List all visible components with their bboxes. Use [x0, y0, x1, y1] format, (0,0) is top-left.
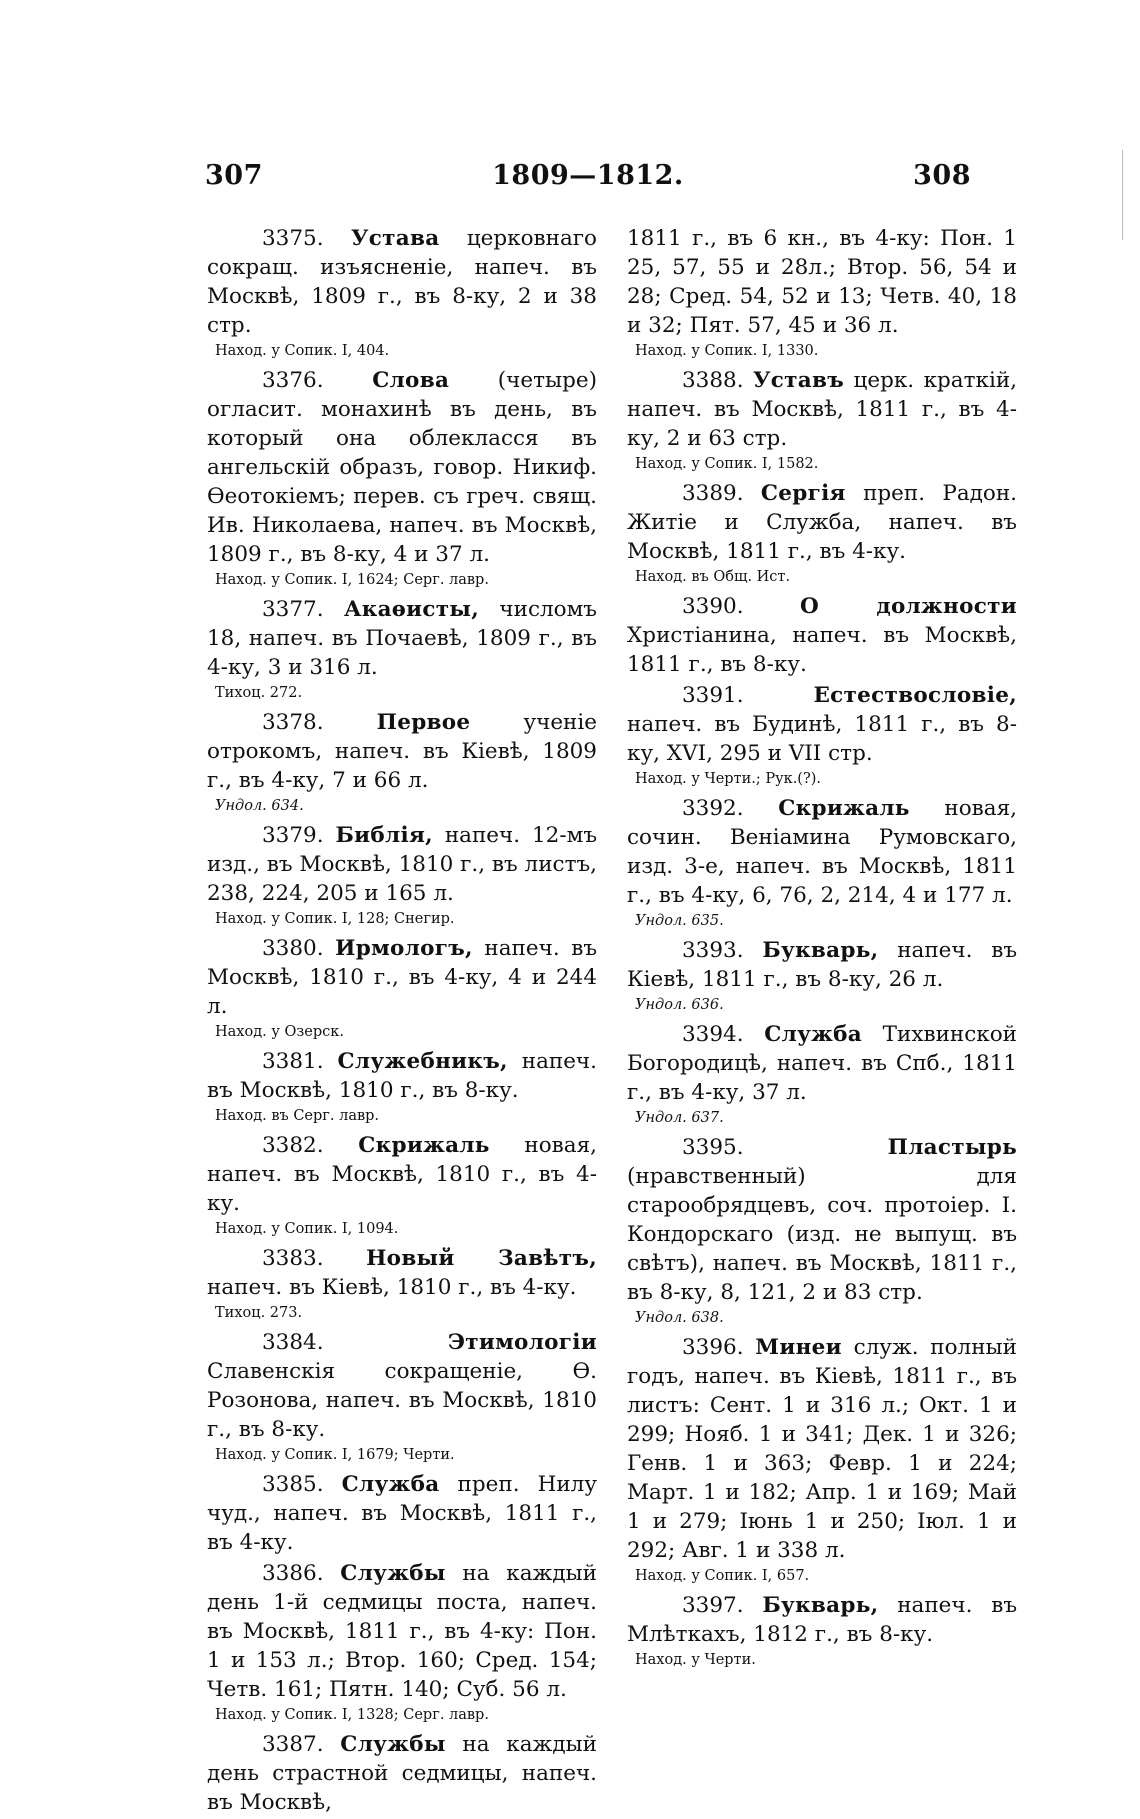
right-page-number: 308: [913, 160, 971, 191]
entry-number: 3376.: [262, 368, 324, 393]
entry-body: на каждый день страстной седмицы, напеч. въ Москвѣ,: [207, 1732, 597, 1815]
page-edge-line: [1122, 150, 1123, 240]
entry-number: 3380.: [262, 936, 324, 961]
catalog-entry: [207, 366, 597, 591]
entry-number: 3378.: [262, 710, 324, 735]
catalog-entry: [207, 1328, 597, 1466]
entry-body: церковнаго сокращ. изъясненіе, напеч. въ Москвѣ, 1809 г., въ 8-ку, 2 и 38 стр.: [207, 226, 597, 338]
entry-number: 3390.: [682, 594, 744, 619]
entry-number: 3381.: [262, 1049, 324, 1074]
entry-body: Тихвинской Богородицѣ, напеч. въ Спб., 1811 г., въ 4-ку, 37 л.: [627, 1022, 1017, 1105]
entry-number: 3391.: [682, 683, 744, 708]
page-header: [205, 160, 971, 200]
entry-title: Скрижаль: [358, 1133, 490, 1158]
entry-text: [627, 936, 1017, 994]
entry-text: [627, 1133, 1017, 1307]
entry-number: 3397.: [682, 1593, 744, 1618]
catalog-entry: [207, 708, 597, 817]
entry-location-note: Наход. у Сопик. I, 1330.: [635, 343, 819, 359]
catalog-entry: [627, 224, 1017, 362]
entry-location-note: Наход. у Сопик. I, 1679; Черти.: [215, 1447, 455, 1463]
entry-body: преп. Радон. Житіе и Служба, напеч. въ Москвѣ, 1811 г., въ 4-ку.: [627, 481, 1017, 564]
entry-text: [627, 1591, 1017, 1649]
entry-number: 3392.: [682, 796, 744, 821]
entry-title: Пластырь: [887, 1135, 1017, 1160]
entry-title: Этимологіи: [447, 1330, 597, 1355]
entry-body: напеч. въ Кіевѣ, 1810 г., въ 4-ку.: [207, 1275, 577, 1300]
catalog-entry: [207, 1047, 597, 1127]
entry-location-note: Наход. у Сопик. I, 1582.: [635, 456, 819, 472]
entry-location-note: Наход. у Сопик. I, 1624; Серг. лавр.: [215, 572, 489, 588]
entry-location-note: Ундол. 637.: [635, 1110, 724, 1126]
entry-number: 3394.: [682, 1022, 744, 1047]
entry-title: Сергія: [760, 481, 846, 506]
entry-text: [207, 1328, 597, 1444]
entry-number: 3386.: [262, 1561, 324, 1586]
entry-title: Ирмологъ,: [335, 936, 473, 961]
catalog-entry: [207, 934, 597, 1043]
entry-title: О должности: [799, 594, 1017, 619]
entry-location-note: Наход. у Черти.; Рук.(?).: [635, 771, 822, 787]
entry-body: новая, сочин. Веніамина Румовскаго, изд. 3-е, напеч. въ Москвѣ, 1811 г., въ 4-ку, 6, 76, 2, 214, 4 и 177 л.: [627, 796, 1017, 908]
entry-body: напеч. въ Москвѣ, 1810 г., въ 4-ку, 4 и 244 л.: [207, 936, 597, 1019]
entry-location-note: Ундол. 636.: [635, 997, 724, 1013]
entry-location-note: Наход. у Озерск.: [215, 1024, 344, 1040]
entry-location-note: Наход. у Сопик. I, 1328; Серг. лавр.: [215, 1707, 489, 1723]
entry-text: [627, 224, 1017, 340]
entry-title: Букварь,: [762, 1593, 879, 1618]
year-range-title: 1809—1812.: [492, 160, 684, 191]
entry-text: [627, 479, 1017, 566]
entry-number: 3384.: [262, 1330, 324, 1355]
entry-title: Первое: [376, 710, 471, 735]
entry-location-note: Тихоц. 273.: [215, 1305, 303, 1321]
entry-body: напеч. въ Будинѣ, 1811 г., въ 8-ку, XVI, 295 и VII стр.: [627, 712, 1017, 766]
catalog-entry: [207, 1131, 597, 1240]
entry-number: 3395.: [682, 1135, 744, 1160]
catalog-entry: [627, 681, 1017, 790]
entry-body: церк. краткій, напеч. въ Москвѣ, 1811 г., въ 4-ку, 2 и 63 стр.: [627, 368, 1017, 451]
catalog-entry: [627, 1333, 1017, 1587]
entry-title: Устава: [350, 226, 440, 251]
entry-title: Служба: [764, 1022, 863, 1047]
entry-location-note: Наход. у Сопик. I, 1094.: [215, 1221, 399, 1237]
entry-number: 3379.: [262, 823, 324, 848]
entry-number: 3375.: [262, 226, 324, 251]
left-page-number: 307: [205, 160, 263, 191]
catalog-entry: [627, 794, 1017, 932]
entry-title: Уставъ: [753, 368, 845, 393]
catalog-entry: [627, 1133, 1017, 1329]
entry-location-note: Наход. у Сопик. I, 404.: [215, 343, 390, 359]
entry-text: [207, 708, 597, 795]
entry-title: Служебникъ,: [337, 1049, 508, 1074]
entry-text: [207, 1730, 597, 1817]
entry-text: [207, 1047, 597, 1105]
entry-body: Славенскія сокращеніе, Ѳ. Розонова, напеч. въ Москвѣ, 1810 г., въ 8-ку.: [207, 1359, 597, 1442]
catalog-entry: [207, 821, 597, 930]
entry-location-note: Ундол. 634.: [215, 798, 304, 814]
entry-text: [207, 224, 597, 340]
entry-text: [207, 366, 597, 569]
entry-location-note: Наход. у Черти.: [635, 1652, 756, 1668]
entry-title: Службы: [340, 1561, 446, 1586]
catalog-entry: [627, 479, 1017, 588]
entry-body: преп. Нилу чуд., напеч. въ Москвѣ, 1811 г., въ 4-ку.: [207, 1472, 597, 1555]
entry-title: Акаѳисты,: [343, 597, 480, 622]
entry-title: Букварь,: [762, 938, 879, 963]
entry-text: [207, 934, 597, 1021]
catalog-entry: [207, 595, 597, 704]
entry-text: [207, 1559, 597, 1704]
entry-text: [627, 1333, 1017, 1565]
entry-location-note: Наход. у Сопик. I, 657.: [635, 1568, 810, 1584]
catalog-entry: [627, 366, 1017, 475]
entry-body: напеч. въ Млѣткахъ, 1812 г., въ 8-ку.: [627, 1593, 1018, 1647]
entry-title: Служба: [341, 1472, 440, 1497]
entry-location-note: Наход. въ Серг. лавр.: [215, 1108, 380, 1124]
entry-body: (четыре) огласит. монахинѣ въ день, въ который она облекласся въ ангельскій образъ, говор. Никиф. Ѳеотокіемъ; перев. съ греч. свящ. Ив. Николаева, напеч. въ Москвѣ, 1809 г., въ 8-ку, 4 и 37 л.: [207, 368, 597, 567]
entry-text: [207, 1244, 597, 1302]
entry-title: Слова: [372, 368, 450, 393]
entry-body: Христіанина, напеч. въ Москвѣ, 1811 г., въ 8-ку.: [627, 623, 1017, 677]
catalog-entry: [627, 592, 1017, 679]
entry-text: [627, 366, 1017, 453]
entry-number: 3388.: [682, 368, 744, 393]
entry-text: [627, 794, 1017, 910]
entry-body: напеч. 12-мъ изд., въ Москвѣ, 1810 г., въ листъ, 238, 224, 205 и 165 л.: [207, 823, 597, 906]
catalog-entry: [207, 1470, 597, 1557]
entry-body: (нравственный) для старообрядцевъ, соч. протоіер. І. Кондорскаго (изд. не выпущ. въ свѣтъ), напеч. въ Москвѣ, 1811 г., въ 8-ку, 8, 121, 2 и 83 стр.: [627, 1164, 1017, 1305]
entry-text: [627, 1020, 1017, 1107]
entry-body: напеч. въ Москвѣ, 1810 г., въ 8-ку.: [207, 1049, 597, 1103]
entry-text: [207, 821, 597, 908]
entry-title: Библія,: [335, 823, 433, 848]
catalog-entry: [207, 1244, 597, 1324]
entry-title: Естествословіе,: [813, 683, 1017, 708]
entry-body: на каждый день 1-й седмицы поста, напеч. въ Москвѣ, 1811 г., въ 4-ку: Пон. 1 и 153 л.; Втор. 160; Сред. 154; Четв. 161; Пятн. 140; Суб. 56 л.: [207, 1561, 597, 1702]
entry-body: новая, напеч. въ Москвѣ, 1810 г., въ 4-ку.: [207, 1133, 597, 1216]
entry-title: Скрижаль: [778, 796, 910, 821]
entry-location-note: Ундол. 638.: [635, 1310, 724, 1326]
entry-body: 1811 г., въ 6 кн., въ 4-ку: Пон. 1 25, 57, 55 и 28л.; Втор. 56, 54 и 28; Сред. 54, 52 и 13; Четв. 40, 18 и 32; Пят. 57, 45 и 36 л.: [627, 226, 1017, 338]
catalog-entry: [207, 224, 597, 362]
entry-number: 3383.: [262, 1246, 324, 1271]
entry-title: Службы: [340, 1732, 446, 1757]
entry-title: Минеи: [755, 1335, 842, 1360]
catalog-entry: [627, 1591, 1017, 1671]
entry-body: напеч. въ Кіевѣ, 1811 г., въ 8-ку, 26 л.: [627, 938, 1018, 992]
entry-text: [207, 595, 597, 682]
entry-location-note: Наход. у Сопик. I, 128; Снегир.: [215, 911, 455, 927]
entry-body: ученіе отрокомъ, напеч. въ Кіевѣ, 1809 г., въ 4-ку, 7 и 66 л.: [207, 710, 597, 793]
catalog-entry: [627, 1020, 1017, 1129]
entry-text: [627, 592, 1017, 679]
catalog-entry: [207, 1730, 597, 1817]
catalog-entry: [207, 1559, 597, 1726]
catalog-entry: [627, 936, 1017, 1016]
entry-number: 3393.: [682, 938, 744, 963]
right-column: [627, 224, 1017, 1675]
entry-text: [207, 1131, 597, 1218]
entry-location-note: Ундол. 635.: [635, 913, 724, 929]
left-column: [207, 224, 597, 1819]
entry-number: 3377.: [262, 597, 324, 622]
entry-number: 3385.: [262, 1472, 324, 1497]
entry-location-note: Наход. въ Общ. Ист.: [635, 569, 791, 585]
entry-number: 3396.: [682, 1335, 744, 1360]
entry-text: [207, 1470, 597, 1557]
entry-number: 3389.: [682, 481, 744, 506]
entry-body: числомъ 18, напеч. въ Почаевѣ, 1809 г., въ 4-ку, 3 и 316 л.: [207, 597, 597, 680]
entry-number: 3382.: [262, 1133, 324, 1158]
entry-text: [627, 681, 1017, 768]
entry-body: служ. полный годъ, напеч. въ Кіевѣ, 1811 г., въ листъ: Сент. 1 и 316 л.; Окт. 1 и 299; Нояб. 1 и 341; Дек. 1 и 326; Генв. 1 и 363; Февр. 1 и 224; Март. 1 и 182; Апр. 1 и 169; Май 1 и 279; Іюнь 1 и 250; Іюл. 1 и 292; Авг. 1 и 338 л.: [627, 1335, 1017, 1563]
entry-number: 3387.: [262, 1732, 324, 1757]
entry-location-note: Тихоц. 272.: [215, 685, 303, 701]
entry-title: Новый Завѣтъ,: [366, 1246, 597, 1271]
